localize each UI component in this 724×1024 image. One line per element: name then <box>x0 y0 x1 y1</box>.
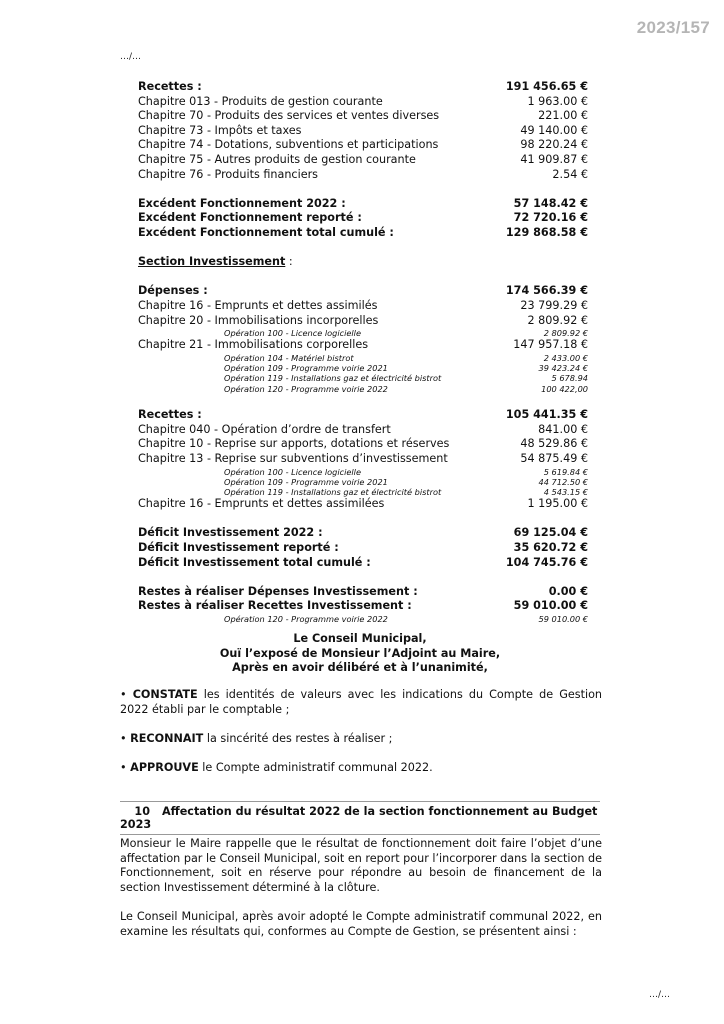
row-label: Chapitre 70 - Produits des services et ventes diverses <box>138 109 440 123</box>
operation-row <box>138 384 588 394</box>
continuation-marker-bottom: …/… <box>649 990 671 1000</box>
row-label: Opération 119 - Installations gaz et électricité bistrot <box>224 373 442 384</box>
decision-verb: RECONNAIT <box>130 731 204 745</box>
decision-text: le Compte administratif communal 2022. <box>198 760 433 774</box>
bullet-icon: • <box>120 760 131 774</box>
section-number: 10 <box>134 805 150 818</box>
row-amount: 98 220.24 € <box>520 138 588 152</box>
decisions-list <box>120 688 602 790</box>
deficit-2022-row <box>138 526 588 541</box>
budget-ledger <box>138 80 588 624</box>
row-label: Déficit Investissement reporté : <box>138 541 339 555</box>
row-amount: 0.00 € <box>548 584 588 598</box>
row-label: Excédent Fonctionnement total cumulé : <box>138 225 394 239</box>
row-label: Restes à réaliser Recettes Investissement : <box>138 599 412 613</box>
operation-row <box>138 487 588 497</box>
decision-text: les identités de valeurs avec les indications du Compte de Gestion 2022 établi par le comptable ; <box>120 688 603 716</box>
row-label: Dépenses : <box>138 284 208 298</box>
ledger-row <box>138 138 588 153</box>
row-label: Opération 100 - Licence logicielle <box>224 328 361 339</box>
row-label: Chapitre 75 - Autres produits de gestion courante <box>138 152 416 166</box>
row-amount: 2 809.92 € <box>543 328 588 339</box>
row-amount: 44 712.50 € <box>538 476 588 487</box>
decision-item <box>120 688 602 717</box>
decision-text: la sincérité des restes à réaliser ; <box>203 731 393 745</box>
row-amount: 4 543.15 € <box>543 487 588 498</box>
row-amount: 35 620.72 € <box>513 541 588 555</box>
decision-item <box>120 761 602 776</box>
row-label: Chapitre 13 - Reprise sur subventions d’investissement <box>138 452 448 466</box>
section-title: Section Investissement <box>138 255 286 269</box>
row-label: Opération 120 - Programme voirie 2022 <box>224 614 388 625</box>
row-amount: 48 529.86 € <box>520 437 588 451</box>
row-label: Chapitre 21 - Immobilisations corporelles <box>138 338 369 352</box>
row-amount: 54 875.49 € <box>520 452 588 466</box>
row-label: Chapitre 20 - Immobilisations incorporelles <box>138 313 379 327</box>
row-label: Chapitre 040 - Opération d’ordre de transfert <box>138 422 391 436</box>
council-preamble <box>120 632 600 676</box>
operation-row <box>138 353 588 363</box>
decision-verb: APPROUVE <box>130 760 199 774</box>
row-amount: 221.00 € <box>538 109 588 123</box>
row-amount: 174 566.39 € <box>505 284 588 298</box>
excedent-2022-row <box>138 197 588 212</box>
row-label: Chapitre 013 - Produits de gestion courante <box>138 94 383 108</box>
row-amount: 2.54 € <box>552 167 588 181</box>
row-amount: 2 433.00 € <box>543 352 588 363</box>
row-label: Chapitre 16 - Emprunts et dettes assimilées <box>138 497 385 511</box>
row-amount: 39 423.24 € <box>538 363 588 374</box>
row-label: Opération 119 - Installations gaz et électricité bistrot <box>224 487 442 498</box>
row-amount: 57 148.42 € <box>513 196 588 210</box>
row-label: Recettes : <box>138 408 202 422</box>
row-label: Opération 100 - Licence logicielle <box>224 466 361 477</box>
section-10-body <box>120 837 602 954</box>
row-label: Opération 109 - Programme voirie 2021 <box>224 363 388 374</box>
restes-depenses-row <box>138 585 588 600</box>
row-amount: 841.00 € <box>538 422 588 436</box>
section-investissement-heading <box>138 255 588 270</box>
ledger-row <box>138 153 588 168</box>
row-label: Déficit Investissement 2022 : <box>138 526 323 540</box>
decision-item <box>120 732 602 747</box>
operation-row <box>138 467 588 477</box>
row-amount: 129 868.58 € <box>505 225 588 239</box>
ledger-row <box>138 124 588 139</box>
operation-row <box>138 373 588 383</box>
row-label: Chapitre 10 - Reprise sur apports, dotations et réserves <box>138 437 450 451</box>
preamble-line: Après en avoir délibéré et à l’unanimité, <box>232 661 488 675</box>
bullet-icon: • <box>120 688 133 701</box>
excedent-cumule-row <box>138 226 588 241</box>
row-amount: 59 010.00 € <box>513 599 588 613</box>
row-label: Restes à réaliser Dépenses Investissement : <box>138 584 418 598</box>
row-amount: 5 678.94 <box>551 373 588 384</box>
ledger-row <box>138 168 588 183</box>
fonctionnement-recettes-total-row <box>138 80 588 95</box>
row-label: Opération 104 - Matériel bistrot <box>224 352 354 363</box>
investissement-depenses-total-row <box>138 284 588 299</box>
ledger-row <box>138 338 588 353</box>
operation-row <box>138 477 588 487</box>
row-label: Chapitre 74 - Dotations, subventions et participations <box>138 138 439 152</box>
restes-recettes-row <box>138 599 588 614</box>
operation-row <box>138 328 588 338</box>
deficit-cumule-row <box>138 556 588 571</box>
deficit-reporte-row <box>138 541 588 556</box>
row-label: Chapitre 76 - Produits financiers <box>138 167 319 181</box>
row-amount: 59 010.00 € <box>538 614 588 625</box>
row-amount: 104 745.76 € <box>505 555 588 569</box>
preamble-line: Ouï l’exposé de Monsieur l’Adjoint au Maire, <box>219 646 501 660</box>
section-10-heading <box>120 801 600 835</box>
ledger-row <box>138 497 588 512</box>
bullet-icon: • <box>120 731 131 745</box>
paragraph: Monsieur le Maire rappelle que le résultat de fonctionnement doit faire l’objet d’une affectation par le Conseil Municipal, soit en report pour l’incorporer dans la section de Fonctionnement, soit en réserve pour répondre au besoin de financement de la section Investissement déterminé à la clôture. <box>120 837 602 894</box>
row-amount: 41 909.87 € <box>520 152 588 166</box>
paragraph: Le Conseil Municipal, après avoir adopté le Compte administratif communal 2022, en examine les résultats qui, conformes au Compte de Gestion, se présentent ainsi : <box>120 909 602 938</box>
operation-row <box>138 614 588 624</box>
row-amount: 2 809.92 € <box>527 313 588 327</box>
row-amount: 1 963.00 € <box>527 94 588 108</box>
row-amount: 105 441.35 € <box>505 408 588 422</box>
row-label: Excédent Fonctionnement 2022 : <box>138 196 346 210</box>
row-amount: 72 720.16 € <box>513 211 588 225</box>
ledger-row <box>138 452 588 467</box>
row-label: Chapitre 16 - Emprunts et dettes assimilés <box>138 298 378 312</box>
section-title-suffix: : <box>285 255 293 269</box>
continuation-marker-top: …/… <box>120 52 142 62</box>
row-amount: 5 619.84 € <box>543 466 588 477</box>
page-number: 2023/157 <box>636 18 710 37</box>
row-label: Déficit Investissement total cumulé : <box>138 555 371 569</box>
ledger-row <box>138 299 588 314</box>
row-label: Chapitre 73 - Impôts et taxes <box>138 123 302 137</box>
row-label: Recettes : <box>138 80 202 93</box>
ledger-row <box>138 423 588 438</box>
ledger-row <box>138 314 588 329</box>
section-title: Affectation du résultat 2022 de la section fonctionnement au Budget 2023 <box>120 805 598 831</box>
decision-verb: CONSTATE <box>132 688 198 701</box>
row-amount: 49 140.00 € <box>520 123 588 137</box>
row-amount: 1 195.00 € <box>527 497 588 511</box>
operation-row <box>138 363 588 373</box>
row-amount: 100 422,00 <box>541 383 588 394</box>
investissement-recettes-total-row <box>138 408 588 423</box>
row-amount: 23 799.29 € <box>520 298 588 312</box>
ledger-row <box>138 109 588 124</box>
excedent-reporte-row <box>138 211 588 226</box>
row-amount: 147 957.18 € <box>513 338 588 352</box>
row-label: Excédent Fonctionnement reporté : <box>138 211 362 225</box>
row-label: Opération 109 - Programme voirie 2021 <box>224 476 388 487</box>
row-label: Opération 120 - Programme voirie 2022 <box>224 383 388 394</box>
row-amount: 191 456.65 € <box>505 80 588 93</box>
preamble-line: Le Conseil Municipal, <box>293 632 427 645</box>
ledger-row <box>138 437 588 452</box>
row-amount: 69 125.04 € <box>513 526 588 540</box>
ledger-row <box>138 95 588 110</box>
